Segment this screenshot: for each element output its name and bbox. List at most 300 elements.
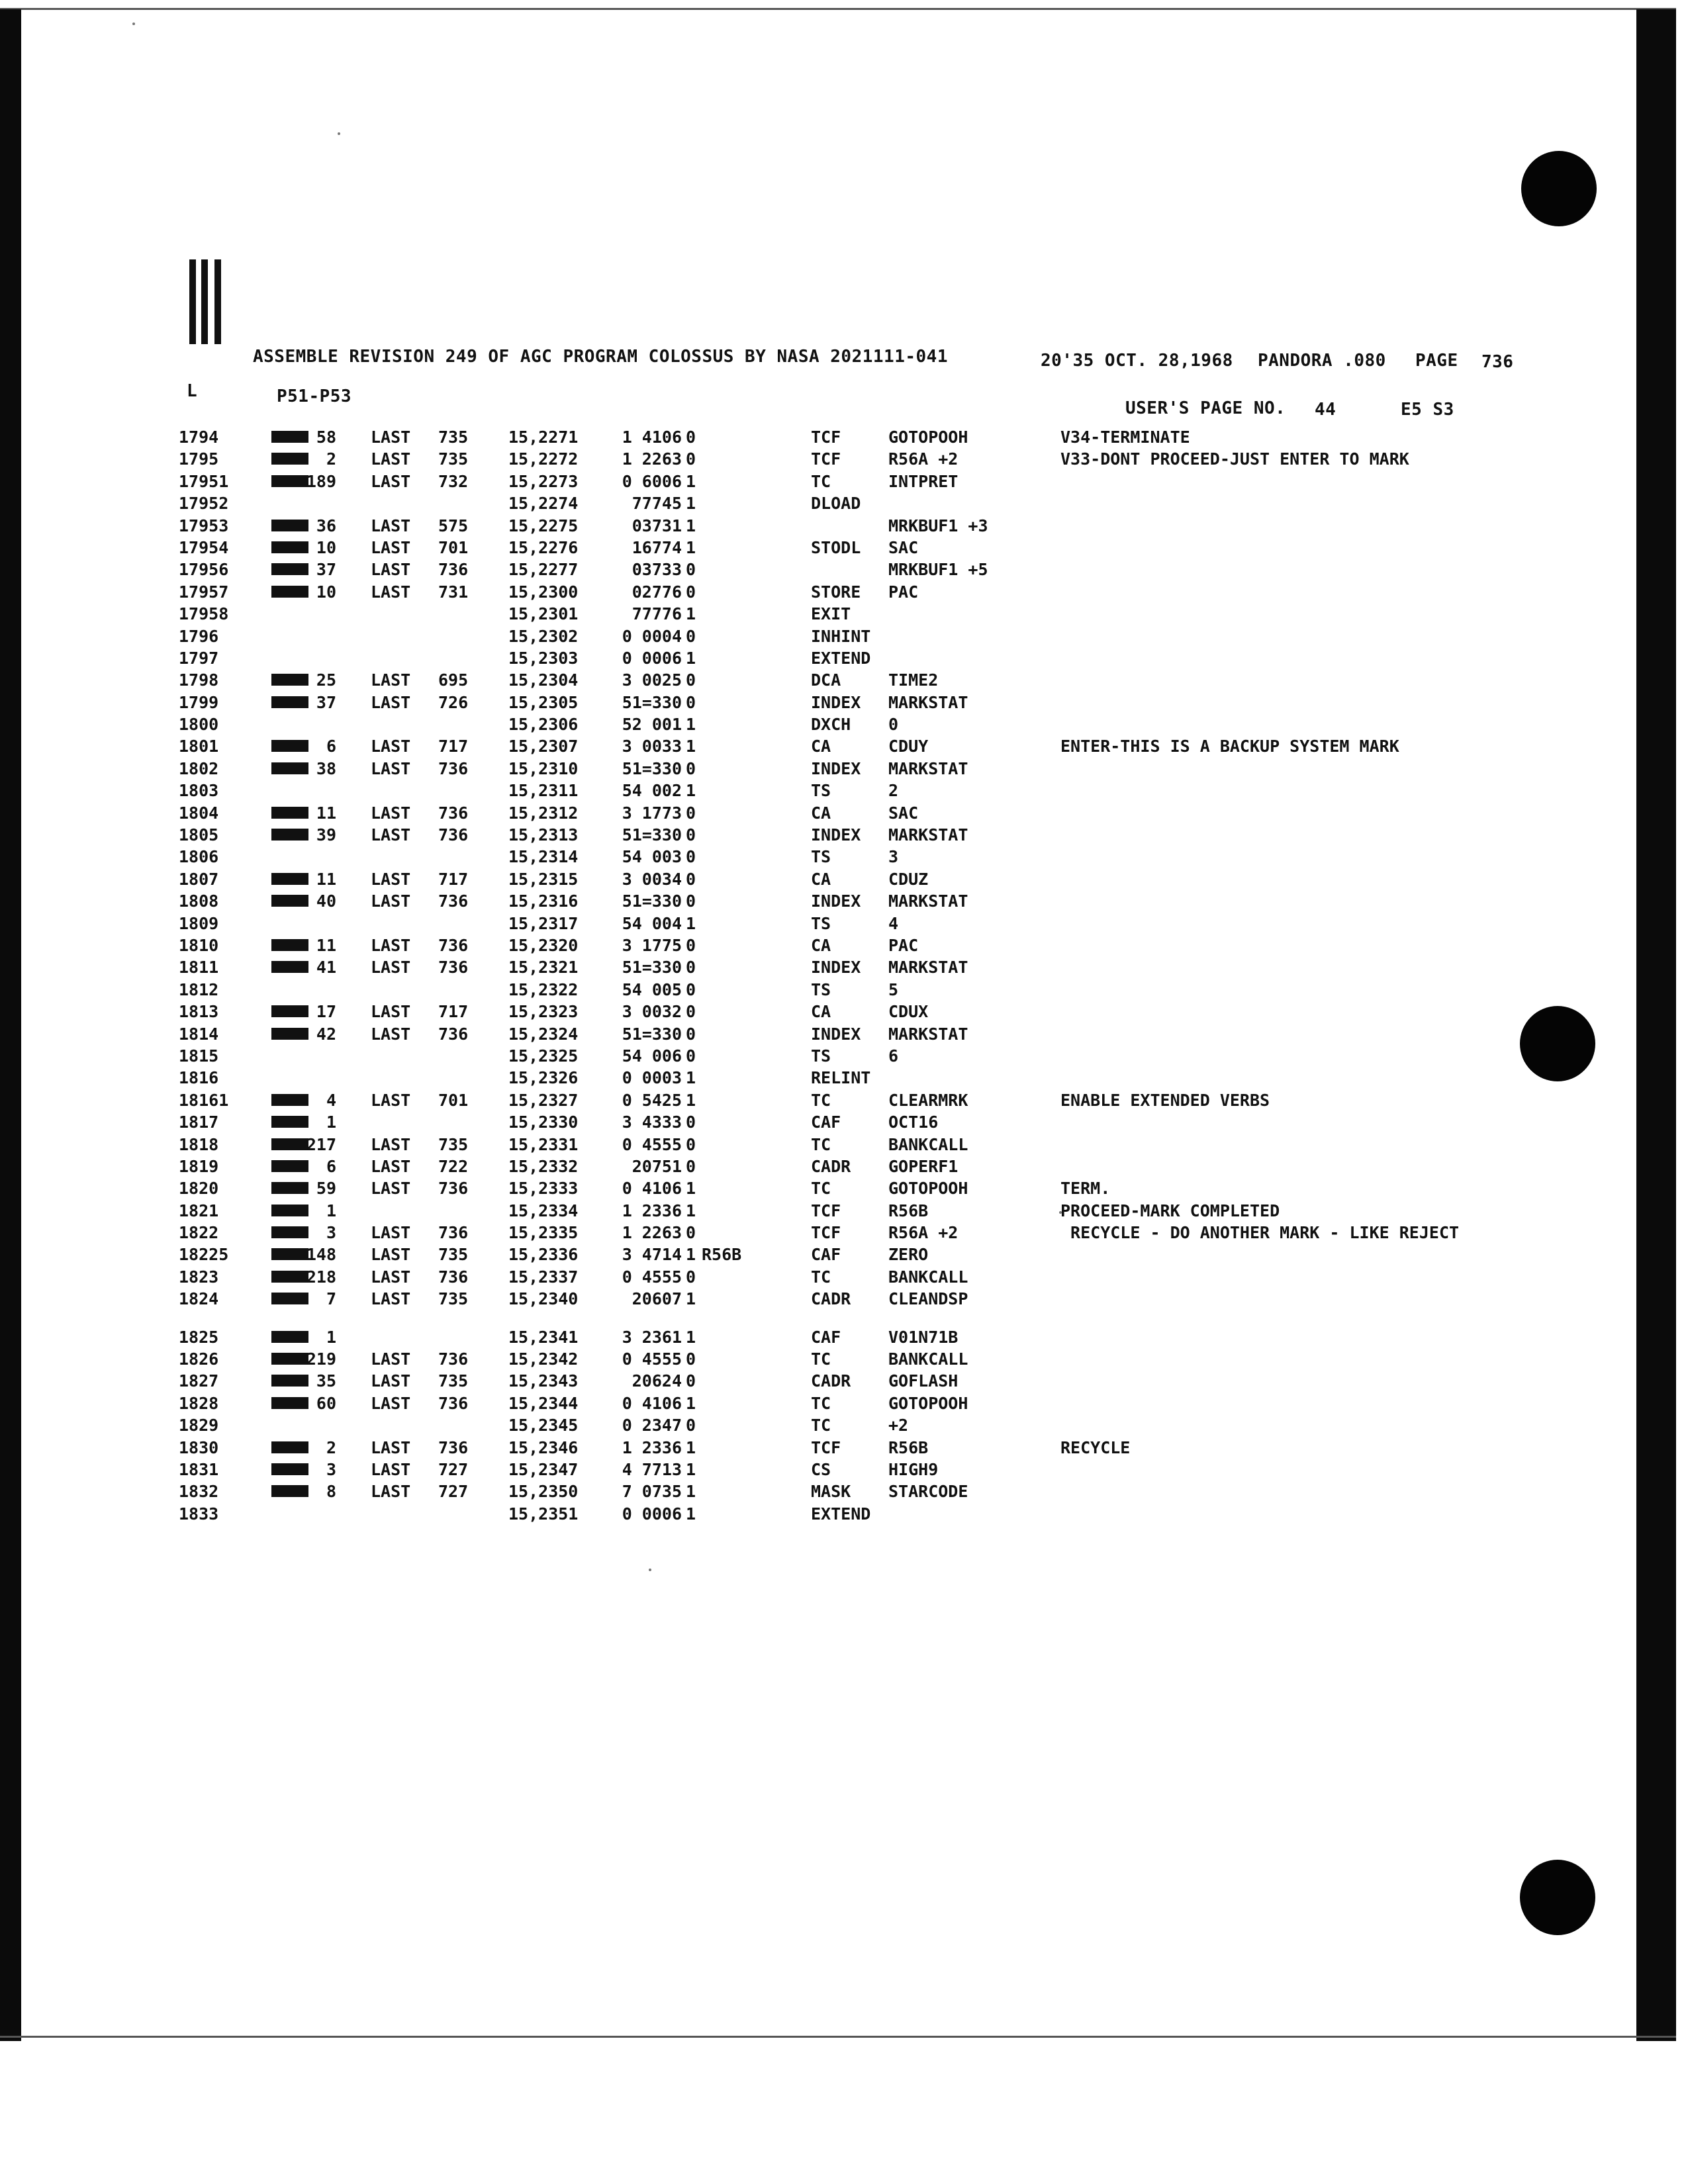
cell-op: TCF — [811, 428, 841, 447]
ref-marker — [271, 1394, 291, 1413]
cell-parity: 1 — [686, 1504, 696, 1524]
ref-marker — [271, 1267, 291, 1287]
cell-operand: R56B — [888, 1437, 929, 1457]
cell-operand: PAC — [888, 582, 919, 602]
cell-last-page: 701 — [438, 537, 469, 557]
cell-addr: 15,2276 — [508, 537, 579, 557]
cell-addr: 15,2314 — [508, 847, 579, 867]
cell-parity: 0 — [686, 1024, 696, 1044]
cell-octal: 3 2361 — [622, 1327, 682, 1347]
ref-marker — [271, 1002, 291, 1021]
cell-line: 1811 — [179, 958, 219, 978]
cell-octal: 0 5425 — [622, 1090, 682, 1110]
cell-addr: 15,2322 — [508, 979, 579, 999]
cell-count: 38 — [316, 758, 336, 778]
cell-addr: 15,2342 — [508, 1349, 579, 1369]
cell-octal: 51=330 — [622, 758, 682, 778]
scan-speck — [132, 23, 135, 25]
cell-line: 1794 — [179, 428, 219, 447]
cell-parity: 1 — [686, 1437, 696, 1457]
cell-addr: 15,2334 — [508, 1201, 579, 1220]
ref-marker — [271, 803, 291, 823]
cell-op: STORE — [811, 582, 861, 602]
cell-op: TC — [811, 1134, 831, 1154]
cell-last: LAST — [371, 560, 411, 580]
cell-addr: 15,2311 — [508, 781, 579, 801]
cell-last-page: 736 — [438, 758, 469, 778]
cell-line: 17957 — [179, 582, 229, 602]
cell-octal: 0 4555 — [622, 1134, 682, 1154]
cell-last: LAST — [371, 1371, 411, 1391]
cell-last-page: 717 — [438, 869, 469, 889]
cell-last: LAST — [371, 803, 411, 823]
cell-op: DCA — [811, 670, 841, 690]
cell-addr: 15,2304 — [508, 670, 579, 690]
cell-line: 1801 — [179, 737, 219, 756]
cell-parity: 0 — [686, 979, 696, 999]
cell-octal: 3 4333 — [622, 1113, 682, 1132]
cell-line: 1810 — [179, 935, 219, 955]
cell-parity: 1 — [686, 471, 696, 491]
cell-operand: OCT16 — [888, 1113, 939, 1132]
cell-operand: +2 — [888, 1416, 909, 1435]
cell-last: LAST — [371, 1179, 411, 1199]
cell-octal: 54 005 — [622, 979, 682, 999]
cell-octal: 3 0034 — [622, 869, 682, 889]
cell-last: LAST — [371, 1223, 411, 1243]
cell-parity: 0 — [686, 1349, 696, 1369]
cell-parity: 0 — [686, 1134, 696, 1154]
cell-line: 1826 — [179, 1349, 219, 1369]
cell-last-page: 736 — [438, 1024, 469, 1044]
cell-line: 1799 — [179, 692, 219, 712]
cell-last-page: 731 — [438, 582, 469, 602]
cell-last-page: 736 — [438, 1437, 469, 1457]
cell-op: TCF — [811, 1437, 841, 1457]
cell-addr: 15,2332 — [508, 1156, 579, 1176]
ref-marker — [271, 449, 291, 469]
cell-op: TC — [811, 1090, 831, 1110]
ref-marker — [271, 1135, 291, 1154]
cell-last: LAST — [371, 825, 411, 845]
cell-octal: 1 4106 — [622, 428, 682, 447]
cell-parity: 1 — [686, 537, 696, 557]
cell-octal: 0 2347 — [622, 1416, 682, 1435]
cell-last-page: 695 — [438, 670, 469, 690]
cell-line: 1814 — [179, 1024, 219, 1044]
cell-last: LAST — [371, 1289, 411, 1309]
cell-parity: 1 — [686, 604, 696, 624]
cell-addr: 15,2277 — [508, 560, 579, 580]
listing-timestamp: 20'35 OCT. 28,1968 — [1041, 351, 1233, 371]
section-title: P51-P53 — [277, 387, 352, 406]
cell-count: 219 — [306, 1349, 336, 1369]
cell-comment: PROCEED-MARK COMPLETED — [1060, 1201, 1280, 1220]
cell-octal: 51=330 — [622, 958, 682, 978]
cell-operand: MARKSTAT — [888, 891, 968, 911]
cell-octal: 51=330 — [622, 692, 682, 712]
cell-comment: ENTER-THIS IS A BACKUP SYSTEM MARK — [1060, 737, 1399, 756]
cell-op: RELINT — [811, 1068, 871, 1088]
cell-operand: R56B — [888, 1201, 929, 1220]
cell-op: CS — [811, 1459, 831, 1479]
ref-marker — [271, 1113, 291, 1132]
scan-border-right — [1636, 9, 1676, 2041]
cell-line: 1825 — [179, 1327, 219, 1347]
cell-count: 2 — [326, 1437, 336, 1457]
cell-count: 25 — [316, 670, 336, 690]
cell-addr: 15,2303 — [508, 648, 579, 668]
cell-count: 39 — [316, 825, 336, 845]
cell-last: LAST — [371, 428, 411, 447]
cell-last: LAST — [371, 471, 411, 491]
scan-border-top — [0, 8, 1676, 10]
cell-parity: 1 — [686, 913, 696, 933]
cell-addr: 15,2330 — [508, 1113, 579, 1132]
cell-operand: SAC — [888, 537, 919, 557]
ref-marker — [271, 1460, 291, 1479]
punch-hole-middle — [1520, 1006, 1595, 1081]
cell-line: 1796 — [179, 626, 219, 646]
cell-op: STODL — [811, 537, 861, 557]
cell-line: 1804 — [179, 803, 219, 823]
cell-octal: 20751 — [632, 1156, 682, 1176]
cell-last: LAST — [371, 1024, 411, 1044]
cell-line: 1831 — [179, 1459, 219, 1479]
cell-count: 11 — [316, 935, 336, 955]
cell-last: LAST — [371, 1437, 411, 1457]
cell-comment: V34-TERMINATE — [1060, 428, 1190, 447]
cell-parity: 0 — [686, 869, 696, 889]
cell-operand: GOTOPOOH — [888, 428, 968, 447]
cell-line: 1798 — [179, 670, 219, 690]
cell-op: CA — [811, 935, 831, 955]
cell-last: LAST — [371, 1134, 411, 1154]
cell-line: 17952 — [179, 494, 229, 514]
cell-last: LAST — [371, 537, 411, 557]
cell-operand: 6 — [888, 1046, 899, 1066]
ref-marker — [271, 1328, 291, 1347]
cell-addr: 15,2305 — [508, 692, 579, 712]
cell-op: TCF — [811, 1201, 841, 1220]
cell-count: 218 — [306, 1267, 336, 1287]
cell-addr: 15,2275 — [508, 516, 579, 535]
ref-marker — [271, 891, 291, 911]
cell-parity: 1 — [686, 516, 696, 535]
cell-addr: 15,2312 — [508, 803, 579, 823]
cell-octal: 0 4106 — [622, 1393, 682, 1413]
page-label: PAGE — [1415, 351, 1458, 371]
cell-last-page: 735 — [438, 1245, 469, 1265]
cell-op: CAF — [811, 1327, 841, 1347]
cell-addr: 15,2324 — [508, 1024, 579, 1044]
cell-last: LAST — [371, 869, 411, 889]
cell-count: 148 — [306, 1245, 336, 1265]
cell-octal: 16774 — [632, 537, 682, 557]
cell-parity: 0 — [686, 670, 696, 690]
cell-line: 1821 — [179, 1201, 219, 1220]
binder-mark — [187, 259, 232, 349]
cell-operand: MARKSTAT — [888, 1024, 968, 1044]
cell-op: TS — [811, 781, 831, 801]
cell-octal: 0 4555 — [622, 1349, 682, 1369]
cell-count: 35 — [316, 1371, 336, 1391]
ref-marker — [271, 1201, 291, 1220]
cell-last-page: 732 — [438, 471, 469, 491]
cell-last-page: 735 — [438, 428, 469, 447]
cell-addr: 15,2345 — [508, 1416, 579, 1435]
cell-addr: 15,2272 — [508, 449, 579, 469]
cell-operand: PAC — [888, 935, 919, 955]
cell-octal: 0 0006 — [622, 1504, 682, 1524]
cell-operand: MARKSTAT — [888, 958, 968, 978]
cell-line: 1819 — [179, 1156, 219, 1176]
cell-op: TS — [811, 913, 831, 933]
cell-octal: 1 2263 — [622, 449, 682, 469]
cell-count: 10 — [316, 537, 336, 557]
left-code: L — [187, 381, 198, 401]
cell-op: TS — [811, 979, 831, 999]
cell-count: 4 — [326, 1090, 336, 1110]
cell-addr: 15,2271 — [508, 428, 579, 447]
cell-line: 1800 — [179, 715, 219, 735]
cell-parity: 0 — [686, 582, 696, 602]
cell-octal: 3 1775 — [622, 935, 682, 955]
cell-addr: 15,2347 — [508, 1459, 579, 1479]
cell-parity: 1 — [686, 1201, 696, 1220]
cell-count: 37 — [316, 560, 336, 580]
cell-line: 1795 — [179, 449, 219, 469]
cell-operand: BANKCALL — [888, 1267, 968, 1287]
cell-octal: 1 2336 — [622, 1437, 682, 1457]
cell-op: TCF — [811, 1223, 841, 1243]
cell-parity: 1 — [686, 1090, 696, 1110]
cell-operand: MRKBUF1 +5 — [888, 560, 988, 580]
cell-operand: 4 — [888, 913, 899, 933]
cell-line: 17958 — [179, 604, 229, 624]
users-page-number: 44 — [1315, 400, 1336, 420]
cell-count: 1 — [326, 1327, 336, 1347]
cell-operand: STARCODE — [888, 1482, 968, 1502]
cell-octal: 54 004 — [622, 913, 682, 933]
cell-line: 1824 — [179, 1289, 219, 1309]
cell-parity: 0 — [686, 1267, 696, 1287]
cell-op: TS — [811, 1046, 831, 1066]
cell-last: LAST — [371, 449, 411, 469]
cell-line: 1807 — [179, 869, 219, 889]
cell-operand: GOPERF1 — [888, 1156, 959, 1176]
cell-count: 17 — [316, 1002, 336, 1022]
cell-last: LAST — [371, 1002, 411, 1022]
cell-last-page: 736 — [438, 825, 469, 845]
cell-op: DXCH — [811, 715, 851, 735]
cell-addr: 15,2317 — [508, 913, 579, 933]
ref-marker — [271, 1482, 291, 1501]
cell-op: CAF — [811, 1113, 841, 1132]
cell-operand: 2 — [888, 781, 899, 801]
cell-addr: 15,2337 — [508, 1267, 579, 1287]
listing-name: PANDORA .080 — [1258, 351, 1386, 371]
cell-parity: 0 — [686, 626, 696, 646]
cell-op: MASK — [811, 1482, 851, 1502]
cell-addr: 15,2325 — [508, 1046, 579, 1066]
cell-addr: 15,2331 — [508, 1134, 579, 1154]
cell-line: 1816 — [179, 1068, 219, 1088]
ref-marker — [271, 670, 291, 690]
cell-octal: 77745 — [632, 494, 682, 514]
cell-count: 36 — [316, 516, 336, 535]
cell-line: 1832 — [179, 1482, 219, 1502]
cell-operand: CDUZ — [888, 869, 929, 889]
cell-addr: 15,2301 — [508, 604, 579, 624]
cell-line: 1827 — [179, 1371, 219, 1391]
cell-addr: 15,2306 — [508, 715, 579, 735]
cell-addr: 15,2302 — [508, 626, 579, 646]
cell-last: LAST — [371, 1349, 411, 1369]
cell-addr: 15,2316 — [508, 891, 579, 911]
cell-last-page: 735 — [438, 449, 469, 469]
cell-parity: 1 — [686, 1482, 696, 1502]
cell-operand: MARKSTAT — [888, 758, 968, 778]
cell-parity: 0 — [686, 428, 696, 447]
cell-op: INDEX — [811, 1024, 861, 1044]
cell-parity: 1 — [686, 1327, 696, 1347]
cell-parity: 1 — [686, 1393, 696, 1413]
cell-op: EXIT — [811, 604, 851, 624]
cell-parity: 0 — [686, 1046, 696, 1066]
cell-parity: 1 — [686, 494, 696, 514]
cell-op: INDEX — [811, 825, 861, 845]
cell-addr: 15,2340 — [508, 1289, 579, 1309]
ref-marker — [271, 693, 291, 712]
ref-marker — [271, 870, 291, 889]
cell-octal: 3 0025 — [622, 670, 682, 690]
cell-octal: 54 003 — [622, 847, 682, 867]
cell-last-page: 736 — [438, 1179, 469, 1199]
cell-octal: 0 4106 — [622, 1179, 682, 1199]
ref-marker — [271, 538, 291, 557]
cell-last-page: 735 — [438, 1371, 469, 1391]
cell-last: LAST — [371, 692, 411, 712]
cell-operand: R56A +2 — [888, 1223, 959, 1243]
cell-line: 1822 — [179, 1223, 219, 1243]
cell-line: 1820 — [179, 1179, 219, 1199]
cell-operand: BANKCALL — [888, 1349, 968, 1369]
cell-parity: 1 — [686, 1068, 696, 1088]
cell-last-page: 736 — [438, 891, 469, 911]
cell-octal: 0 4555 — [622, 1267, 682, 1287]
cell-count: 6 — [326, 1156, 336, 1176]
cell-comment: RECYCLE - DO ANOTHER MARK - LIKE REJECT — [1060, 1223, 1460, 1243]
cell-op: CADR — [811, 1156, 851, 1176]
cell-line: 1812 — [179, 979, 219, 999]
cell-line: 1829 — [179, 1416, 219, 1435]
cell-operand: MARKSTAT — [888, 692, 968, 712]
cell-octal: 77776 — [632, 604, 682, 624]
ref-marker — [271, 1179, 291, 1198]
cell-parity: 0 — [686, 891, 696, 911]
cell-op: TS — [811, 847, 831, 867]
cell-line: 1815 — [179, 1046, 219, 1066]
cell-line: 1802 — [179, 758, 219, 778]
bank-code: E5 S3 — [1401, 400, 1454, 420]
cell-last: LAST — [371, 1245, 411, 1265]
cell-op: TC — [811, 471, 831, 491]
cell-op: TC — [811, 1416, 831, 1435]
cell-last-page: 727 — [438, 1459, 469, 1479]
users-page-label: USER'S PAGE NO. — [1125, 398, 1286, 418]
cell-parity: 1 — [686, 648, 696, 668]
cell-octal: 3 0032 — [622, 1002, 682, 1022]
cell-line: 1809 — [179, 913, 219, 933]
cell-operand: INTPRET — [888, 471, 959, 491]
cell-parity: 1 — [686, 1245, 696, 1265]
scan-border-bottom — [0, 2036, 1676, 2038]
cell-parity: 0 — [686, 692, 696, 712]
cell-count: 2 — [326, 449, 336, 469]
cell-comment: RECYCLE — [1060, 1437, 1131, 1457]
cell-addr: 15,2351 — [508, 1504, 579, 1524]
ref-marker — [271, 582, 291, 602]
cell-octal: 52 001 — [622, 715, 682, 735]
cell-last-page: 575 — [438, 516, 469, 535]
cell-last: LAST — [371, 1393, 411, 1413]
cell-last-page: 736 — [438, 958, 469, 978]
cell-last-page: 717 — [438, 1002, 469, 1022]
cell-parity: 1 — [686, 1459, 696, 1479]
cell-last: LAST — [371, 891, 411, 911]
cell-op: TC — [811, 1393, 831, 1413]
cell-addr: 15,2315 — [508, 869, 579, 889]
cell-operand: 0 — [888, 715, 899, 735]
cell-line: 1813 — [179, 1002, 219, 1022]
cell-operand: GOTOPOOH — [888, 1179, 968, 1199]
cell-operand: MRKBUF1 +3 — [888, 516, 988, 535]
cell-octal: 51=330 — [622, 825, 682, 845]
cell-octal: 4 7713 — [622, 1459, 682, 1479]
cell-last: LAST — [371, 1267, 411, 1287]
cell-line: 18225 — [179, 1245, 229, 1265]
cell-octal: 0 0006 — [622, 648, 682, 668]
cell-op: CAF — [811, 1245, 841, 1265]
cell-comment: ENABLE EXTENDED VERBS — [1060, 1090, 1270, 1110]
cell-line: 1818 — [179, 1134, 219, 1154]
cell-parity: 0 — [686, 935, 696, 955]
cell-op: INHINT — [811, 626, 871, 646]
cell-operand: CLEANDSP — [888, 1289, 968, 1309]
cell-last-page: 735 — [438, 1134, 469, 1154]
cell-op: CADR — [811, 1371, 851, 1391]
cell-line: 1803 — [179, 781, 219, 801]
cell-op: TCF — [811, 449, 841, 469]
cell-line: 17954 — [179, 537, 229, 557]
cell-count: 3 — [326, 1459, 336, 1479]
cell-octal: 1 2336 — [622, 1201, 682, 1220]
cell-count: 37 — [316, 692, 336, 712]
cell-parity: 0 — [686, 958, 696, 978]
cell-addr: 15,2300 — [508, 582, 579, 602]
cell-last-page: 701 — [438, 1090, 469, 1110]
cell-op: CA — [811, 803, 831, 823]
cell-parity: 0 — [686, 1416, 696, 1435]
cell-last-page: 717 — [438, 737, 469, 756]
cell-count: 58 — [316, 428, 336, 447]
cell-octal: 7 0735 — [622, 1482, 682, 1502]
cell-addr: 15,2346 — [508, 1437, 579, 1457]
cell-last-page: 736 — [438, 935, 469, 955]
ref-marker — [271, 1245, 291, 1264]
cell-operand: CLEARMRK — [888, 1090, 968, 1110]
